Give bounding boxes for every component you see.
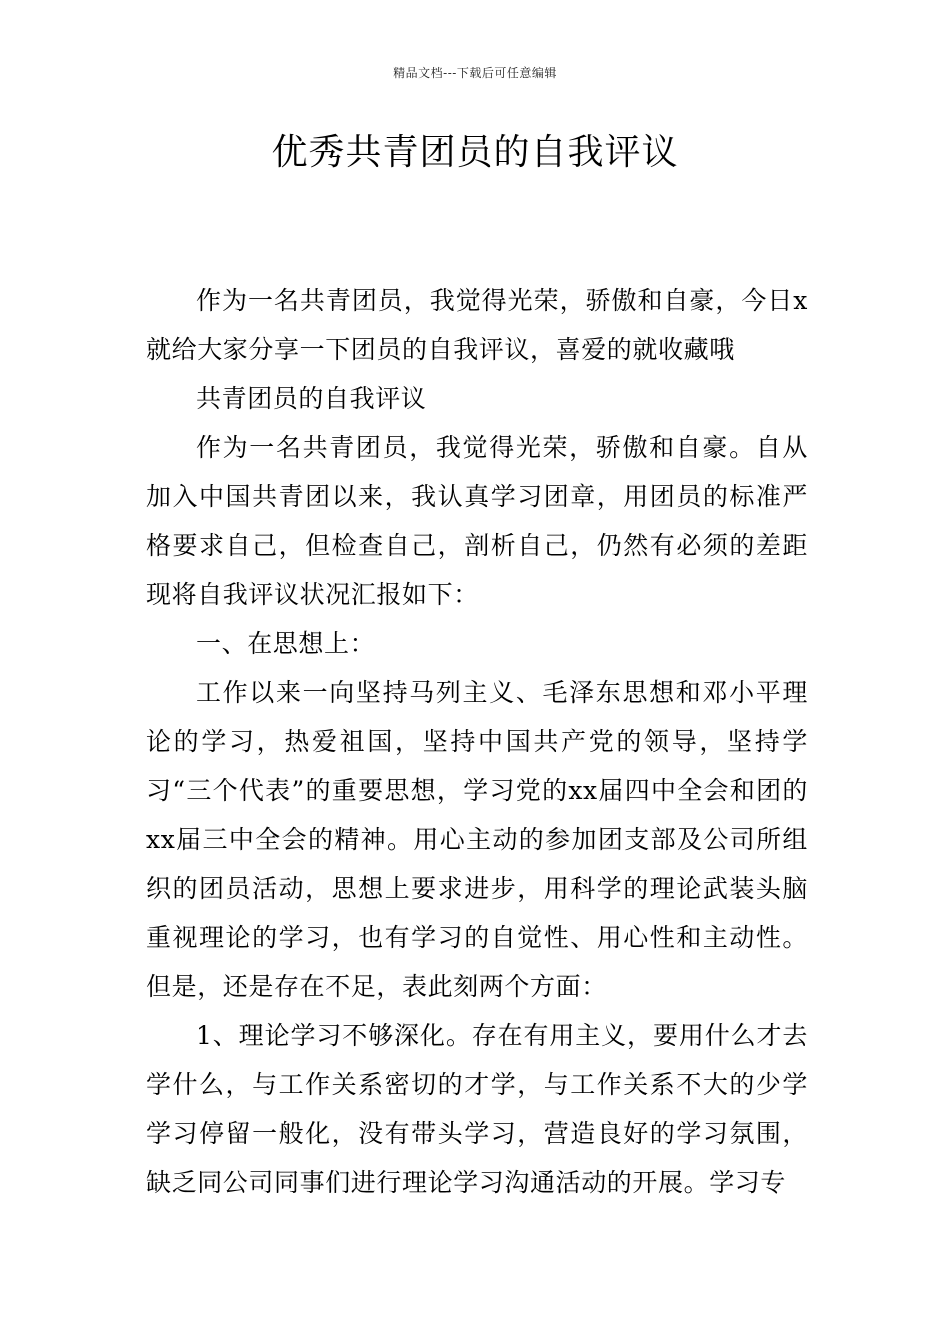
intro-paragraph: 作为一名共青团员，我觉得光荣，骄傲和自豪，今日x就给大家分享一下团员的自我评议，喜爱的就收藏哦 (146, 286, 808, 364)
body-paragraph: 1、理论学习不够深化。存在有用主义，要用什么才去学什么，与工作关系密切的才学，与工作关系不大的少学学习停留一般化，没有带头学习，营造良好的学习氛围，缺乏同公司同事们进行理论学习沟通活动的开展。学习专 (146, 1021, 808, 1197)
section-heading: 共青团员的自我评议 (196, 384, 427, 413)
document-body (146, 276, 808, 1207)
body-paragraph: 工作以来一向坚持马列主义、毛泽东思想和邓小平理论的学习，热爱祖国，坚持中国共产党的领导，坚持学习“三个代表”的重要思想，学习党的xx届四中全会和团的xx届三中全会的精神。用心主动的参加团支部及公司所组织的团员活动，思想上要求进步，用科学的理论武装头脑重视理论的学习，也有学习的自觉性、用心性和主动性。但是，还是存在不足，表此刻两个方面： (146, 678, 808, 1001)
page-header-note: 精品文档---下载后可任意编辑 (393, 66, 557, 80)
subsection-heading: 一、在思想上： (196, 629, 376, 658)
body-paragraph: 作为一名共青团员，我觉得光荣，骄傲和自豪。自从加入中国共青团以来，我认真学习团章，用团员的标准严格要求自己，但检查自己，剖析自己，仍然有必须的差距现将自我评议状况汇报如下： (146, 433, 808, 609)
document-title: 优秀共青团员的自我评议 (271, 132, 679, 173)
